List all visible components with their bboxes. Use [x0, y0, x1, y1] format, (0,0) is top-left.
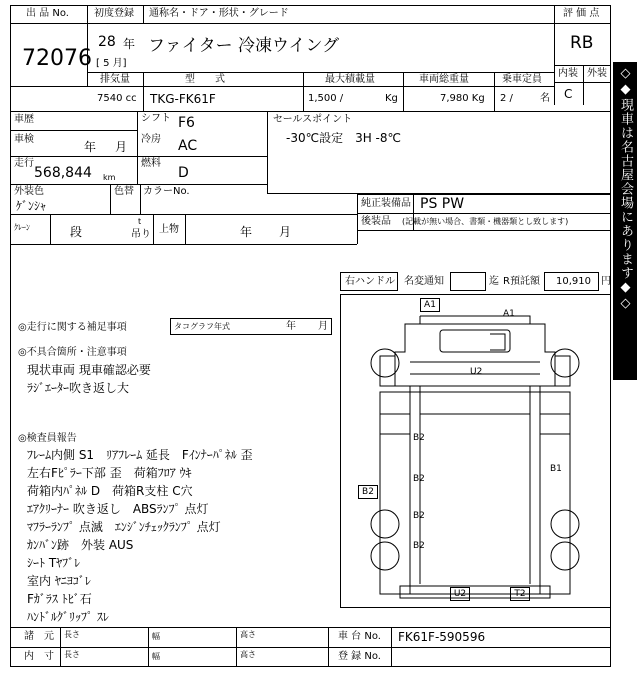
inspector-line: ﾏﾌﾗｰﾗﾝﾌﾟ 点滅 ｴﾝｼﾞﾝﾁｪｯｸﾗﾝﾌﾟ 点灯 — [27, 520, 221, 534]
damage-u2-mid: U2 — [470, 367, 483, 377]
interior-grade: C — [564, 87, 573, 101]
sales-point-text: -30℃設定 3H -8℃ — [286, 131, 401, 145]
defect-line: 現状車両 現車確認必要 — [27, 363, 151, 377]
model-name: ファイター — [148, 36, 233, 56]
inspector-label: ◎検査員報告 — [18, 433, 77, 444]
crane-lift: 吊り — [131, 229, 151, 240]
gross-weight-label: 車両総重量 — [419, 74, 469, 85]
ac-label: 冷房 — [141, 134, 161, 145]
capacity-label: 乗車定員 — [502, 74, 542, 85]
width-label: 幅 — [152, 632, 160, 641]
recycle-unit: 円 — [601, 276, 611, 287]
shift-value: F6 — [178, 115, 195, 131]
name-change-label: 名変通知 — [404, 276, 444, 287]
damage-b2-1: B2 — [413, 433, 425, 443]
mileage-value: 568,844 — [34, 165, 92, 181]
reg-month: [ 5 月] — [96, 58, 127, 69]
score-value: RB — [570, 33, 594, 53]
interior-length-label: 長さ — [64, 650, 80, 659]
reg-year: 28 — [98, 34, 116, 50]
sales-point-label: セールスポイント — [273, 114, 353, 125]
color-value: ｹﾞﾝｼｬ — [16, 199, 47, 213]
deadline-label: 迄 — [489, 276, 499, 287]
displacement-value: 7540 cc — [97, 93, 137, 104]
recycle-value: 10,910 — [556, 276, 591, 287]
inspector-line: ﾌﾚｰﾑ内側 S1 ﾘｱﾌﾚｰﾑ 延長 Fｲﾝﾅｰﾊﾟﾈﾙ 歪 — [27, 448, 253, 462]
interior-dims-label: 内 寸 — [24, 651, 54, 662]
inspector-line: ｴｱｸﾘｰﾅｰ 吹き返し ABSﾗﾝﾌﾟ 点灯 — [27, 502, 209, 516]
name-change-date-box — [450, 272, 486, 291]
right-handle-label: 右ハンドル — [345, 276, 395, 287]
capacity-unit: 名 — [540, 93, 550, 104]
crane-stage: 段 — [70, 225, 83, 239]
history-label: 車歴 — [14, 114, 34, 125]
displacement-label: 排気量 — [100, 74, 130, 85]
max-load-value: 1,500 / — [308, 93, 344, 104]
length-label: 長さ — [64, 630, 80, 639]
interior-width-label: 幅 — [152, 652, 160, 661]
inspection-label: 車検 — [14, 134, 34, 145]
interior-height-label: 高さ — [240, 650, 256, 659]
interior-label: 内装 — [558, 68, 578, 79]
inspector-line: ｼｰﾄ Tﾔﾌﾞﾚ — [27, 556, 81, 570]
chassis-number: FK61F-590596 — [398, 630, 486, 644]
equipment-label: 純正装備品 — [361, 198, 411, 209]
aftermarket-note: (記載が無い場合、書類・機器類とし致します) — [402, 217, 569, 226]
crane-label: ｸﾚｰﾝ — [14, 223, 30, 232]
supplementary-label: ◎走行に関する補足事項 — [18, 322, 127, 333]
damage-a1-front: A1 — [503, 309, 515, 319]
damage-b1: B1 — [550, 464, 562, 474]
model-type-value: TKG-FK61F — [150, 92, 216, 106]
damage-a1-top: A1 — [420, 298, 440, 312]
max-load-unit: Kg — [385, 93, 398, 104]
inspector-line: ｶﾝﾊﾞﾝ跡 外装 AUS — [27, 538, 134, 552]
mileage-label: 走行 — [14, 158, 34, 169]
chassis-label: 車 台 No. — [338, 631, 381, 642]
inspector-line: ﾊﾝﾄﾞﾙｸﾞﾘｯﾌﾟ ｽﾚ — [27, 610, 109, 624]
lift-month: 月 — [279, 225, 292, 239]
color-no-label: カラーNo. — [143, 186, 190, 197]
side-banner-text: ◇◆現車は名古屋会場にあります◆◇ — [618, 66, 633, 312]
first-reg-label: 初度登録 — [94, 8, 134, 19]
tacho-label: タコグラフ年式 — [174, 322, 230, 331]
defect-line: ﾗｼﾞｴｰﾀｰ吹き返し大 — [27, 381, 130, 395]
equipment-value: PS PW — [420, 196, 465, 212]
color-label: 外装色 — [14, 186, 44, 197]
mileage-unit: km — [103, 173, 116, 182]
damage-b2-left: B2 — [358, 485, 378, 499]
defects-label: ◎不具合箇所・注意事項 — [18, 347, 127, 358]
height-label: 高さ — [240, 630, 256, 639]
recycle-label: R預託額 — [503, 276, 540, 287]
lot-number: 72076 — [22, 46, 92, 71]
tacho-year: 年 — [286, 321, 296, 332]
lift-year: 年 — [240, 225, 253, 239]
damage-b2-2: B2 — [413, 474, 425, 484]
damage-b2-3: B2 — [413, 511, 425, 521]
inspector-line: 左右Fﾋﾟﾗｰ下部 歪 荷箱ﾌﾛｱ ｳｷ — [27, 466, 192, 480]
shift-label: シフト — [141, 113, 171, 124]
ac-value: AC — [178, 138, 198, 154]
max-load-label: 最大積載量 — [325, 74, 375, 85]
lot-label: 出 品 No. — [26, 8, 69, 19]
gross-weight-value: 7,980 Kg — [440, 93, 485, 104]
damage-u2-bottom: U2 — [450, 587, 470, 601]
lift-label: 上物 — [159, 224, 179, 235]
model-type-label: 型 式 — [185, 74, 225, 85]
inspector-line: 荷箱内ﾊﾟﾈﾙ D 荷箱R支柱 C穴 — [27, 484, 193, 498]
crane-ton: t — [138, 217, 142, 226]
capacity-value: 2 / — [500, 93, 513, 104]
model-grade: 冷凍ウイング — [238, 36, 340, 56]
tacho-month: 月 — [318, 321, 328, 332]
aftermarket-label: 後装品 — [361, 216, 391, 227]
damage-b2-4: B2 — [413, 541, 425, 551]
inspector-line: Fｶﾞﾗｽ ﾄﾋﾞ石 — [27, 592, 92, 606]
inspection-year: 年 — [84, 140, 97, 154]
fuel-label: 燃料 — [141, 158, 161, 169]
name-label: 通称名・ドア・形状・グレード — [149, 8, 289, 19]
reg-year-unit: 年 — [123, 37, 136, 51]
dims-label: 諸 元 — [24, 631, 54, 642]
score-label: 評 価 点 — [563, 8, 600, 19]
color-change-label: 色替 — [114, 186, 134, 197]
inspection-month: 月 — [115, 140, 128, 154]
truck-diagram — [340, 294, 611, 608]
fuel-value: D — [178, 165, 189, 181]
reg-number-label: 登 録 No. — [338, 651, 381, 662]
exterior-label: 外装 — [587, 68, 607, 79]
damage-t2: T2 — [510, 587, 530, 601]
inspector-line: 室内 ﾔﾆﾖｺﾞﾚ — [27, 574, 91, 588]
